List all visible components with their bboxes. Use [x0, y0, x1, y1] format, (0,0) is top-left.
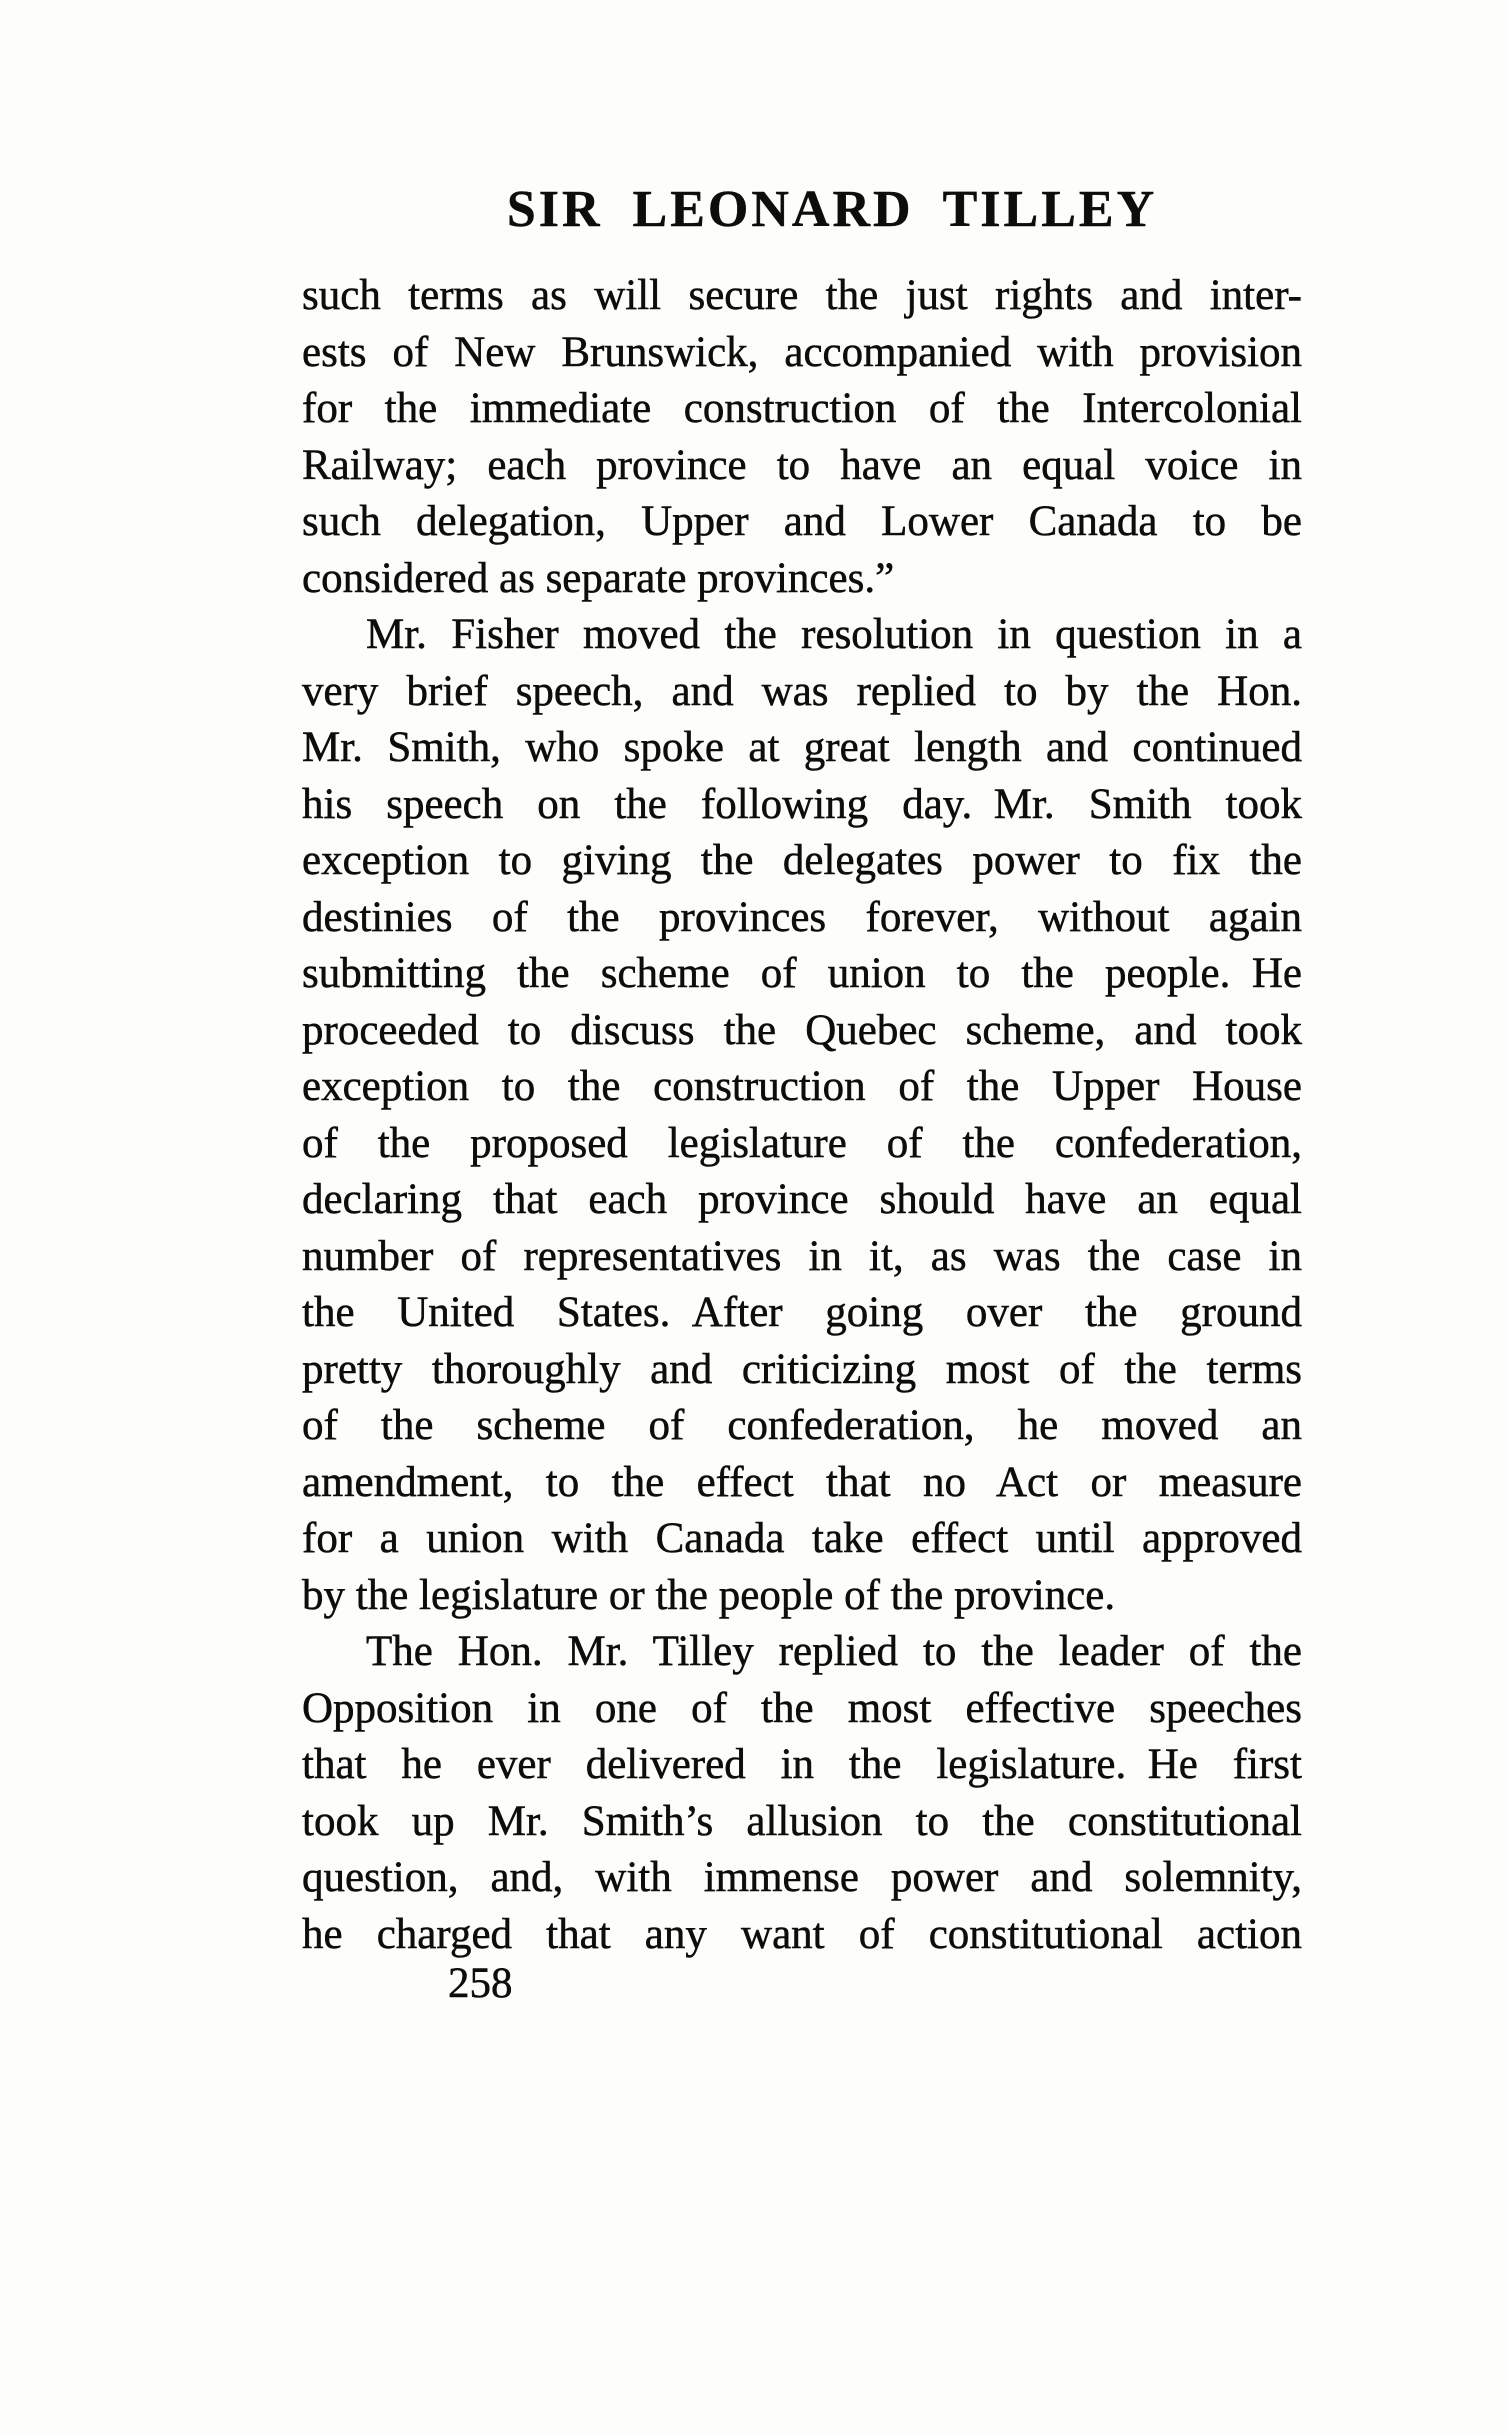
body-line: Railway; each province to have an equal voice in: [302, 441, 1302, 489]
body-line: submitting the scheme of union to the people. He: [302, 950, 1302, 997]
page-header: SIR LEONARD TILLEY: [506, 181, 1158, 238]
body-line: destinies of the provinces forever, without again: [302, 893, 1302, 941]
body-line: of the proposed legislature of the confederation,: [302, 1119, 1302, 1167]
body-line: declaring that each province should have an equal: [302, 1176, 1302, 1223]
text-block: [302, 268, 1302, 1963]
body-line: for the immediate construction of the Intercolonial: [302, 385, 1302, 432]
body-line: such terms as will secure the just rights and inter-: [302, 272, 1302, 319]
body-line: The Hon. Mr. Tilley replied to the leader of the: [366, 1628, 1302, 1675]
body-line: ests of New Brunswick, accompanied with provision: [302, 328, 1302, 376]
body-line: that he ever delivered in the legislature. He first: [302, 1741, 1302, 1788]
body-line: pretty thoroughly and criticizing most of the terms: [302, 1345, 1302, 1393]
body-line: Mr. Fisher moved the resolution in question in a: [366, 611, 1302, 658]
body-line: Opposition in one of the most effective speeches: [302, 1684, 1302, 1732]
body-line: question, and, with immense power and solemnity,: [302, 1854, 1302, 1901]
body-line: of the scheme of confederation, he moved an: [302, 1402, 1302, 1449]
body-line: he charged that any want of constitutional action: [302, 1910, 1302, 1958]
page-number: 258: [448, 1960, 513, 2007]
body-line: exception to giving the delegates power to fix the: [302, 837, 1302, 884]
body-line: very brief speech, and was replied to by the Hon.: [302, 667, 1302, 715]
body-line: such delegation, Upper and Lower Canada to be: [302, 498, 1302, 545]
body-line: for a union with Canada take effect until approved: [302, 1515, 1302, 1562]
body-line: amendment, to the effect that no Act or measure: [302, 1458, 1302, 1506]
body-line: his speech on the following day. Mr. Smith took: [302, 780, 1302, 828]
body-line: considered as separate provinces.”: [302, 554, 895, 602]
body-line: by the legislature or the people of the province.: [302, 1571, 1116, 1619]
body-line: Mr. Smith, who spoke at great length and continued: [302, 724, 1302, 771]
body-line: took up Mr. Smith’s allusion to the constitutional: [302, 1797, 1302, 1845]
body-line: the United States. After going over the ground: [302, 1289, 1302, 1336]
body-line: proceeded to discuss the Quebec scheme, and took: [302, 1006, 1302, 1054]
body-line: exception to the construction of the Upper House: [302, 1063, 1302, 1110]
body-line: number of representatives in it, as was the case in: [302, 1232, 1302, 1280]
